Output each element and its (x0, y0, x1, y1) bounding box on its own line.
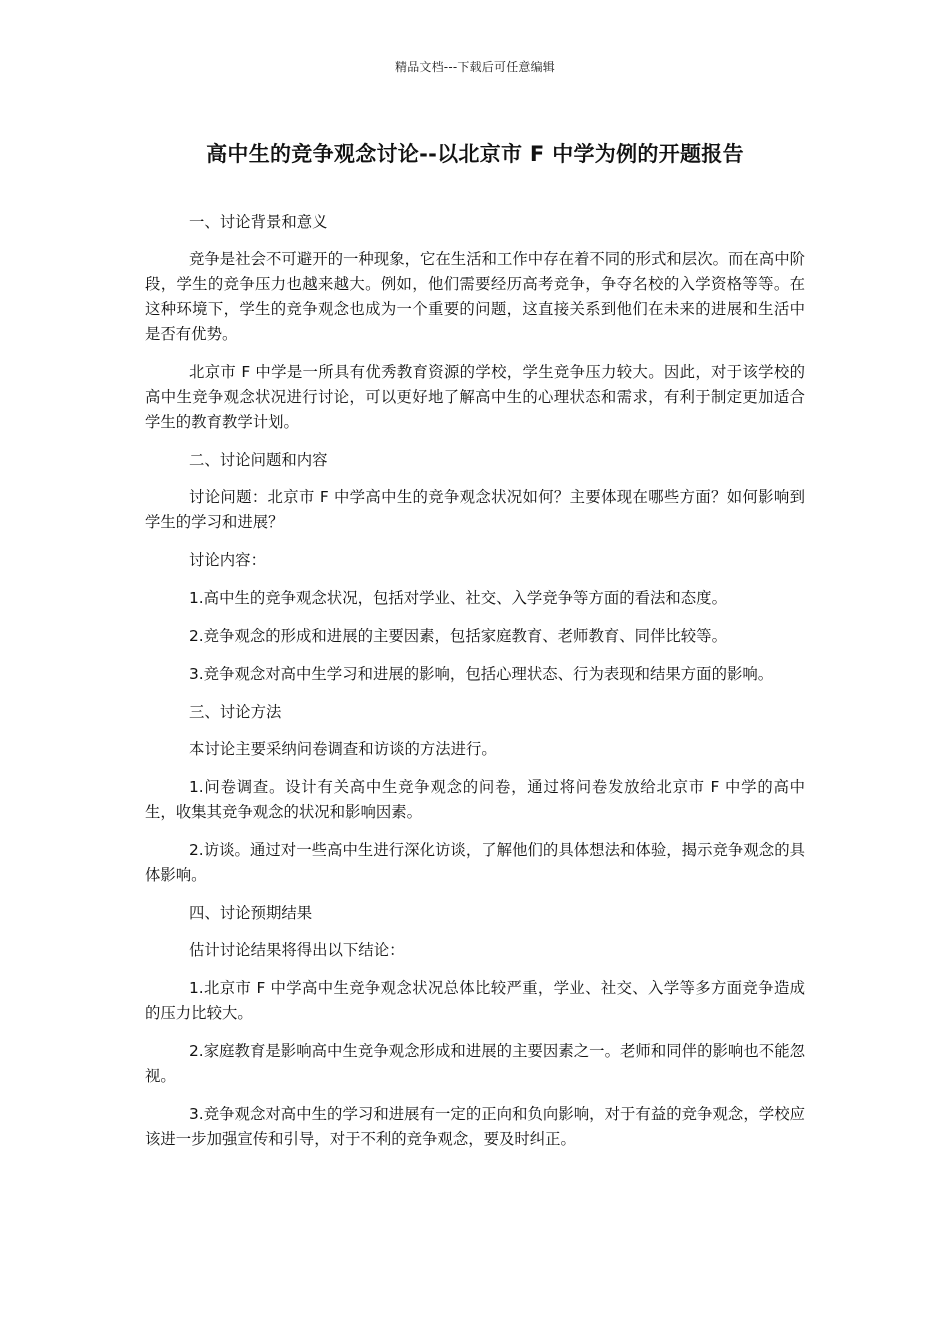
paragraph-background-1: 竞争是社会不可避开的一种现象，它在生活和工作中存在着不同的形式和层次。而在高中阶段，学生的竞争压力也越来越大。例如，他们需要经历高考竞争，争夺名校的入学资格等等。在这种环境下，学生的竞争观念也成为一个重要的问题，这直接关系到他们在未来的进展和生活中是否有优势。 (145, 250, 805, 343)
list-item-content-1: 1.高中生的竞争观念状况，包括对学业、社交、入学竞争等方面的看法和态度。 (189, 589, 727, 607)
list-item-result-1: 1.北京市 F 中学高中生竞争观念状况总体比较严重，学业、社交、入学等多方面竞争造成的压力比较大。 (145, 979, 805, 1022)
section-heading-results: 四、讨论预期结果 (189, 904, 313, 922)
paragraph-content-label: 讨论内容： (189, 551, 266, 569)
list-item-result-2: 2.家庭教育是影响高中生竞争观念形成和进展的主要因素之一。老师和同伴的影响也不能忽视。 (145, 1042, 805, 1085)
section-heading-questions: 二、讨论问题和内容 (189, 451, 328, 469)
list-item-method-1: 1.问卷调查。设计有关高中生竞争观念的问卷，通过将问卷发放给北京市 F 中学的高中生，收集其竞争观念的状况和影响因素。 (145, 778, 805, 821)
list-item-content-2: 2.竞争观念的形成和进展的主要因素，包括家庭教育、老师教育、同伴比较等。 (189, 627, 727, 645)
header-note: 精品文档---下载后可任意编辑 (395, 60, 555, 74)
list-item-content-3: 3.竞争观念对高中生学习和进展的影响，包括心理状态、行为表现和结果方面的影响。 (189, 665, 774, 683)
section-heading-background: 一、讨论背景和意义 (189, 213, 328, 231)
list-item-method-2: 2.访谈。通过对一些高中生进行深化访谈，了解他们的具体想法和体验，揭示竞争观念的具体影响。 (145, 841, 805, 884)
document-title: 高中生的竞争观念讨论--以北京市 F 中学为例的开题报告 (206, 142, 744, 166)
list-item-result-3: 3.竞争观念对高中生的学习和进展有一定的正向和负向影响，对于有益的竞争观念，学校应该进一步加强宣传和引导，对于不利的竞争观念，要及时纠正。 (145, 1105, 805, 1148)
paragraph-research-question: 讨论问题：北京市 F 中学高中生的竞争观念状况如何？主要体现在哪些方面？如何影响到学生的学习和进展？ (145, 488, 805, 531)
document-body (145, 210, 805, 1165)
paragraph-background-2: 北京市 F 中学是一所具有优秀教育资源的学校，学生竞争压力较大。因此，对于该学校的高中生竞争观念状况进行讨论，可以更好地了解高中生的心理状态和需求，有利于制定更加适合学生的教育教学计划。 (145, 363, 805, 431)
section-heading-methods: 三、讨论方法 (189, 703, 282, 721)
paragraph-results-intro: 估计讨论结果将得出以下结论： (189, 941, 405, 959)
paragraph-methods-intro: 本讨论主要采纳问卷调查和访谈的方法进行。 (189, 740, 497, 758)
